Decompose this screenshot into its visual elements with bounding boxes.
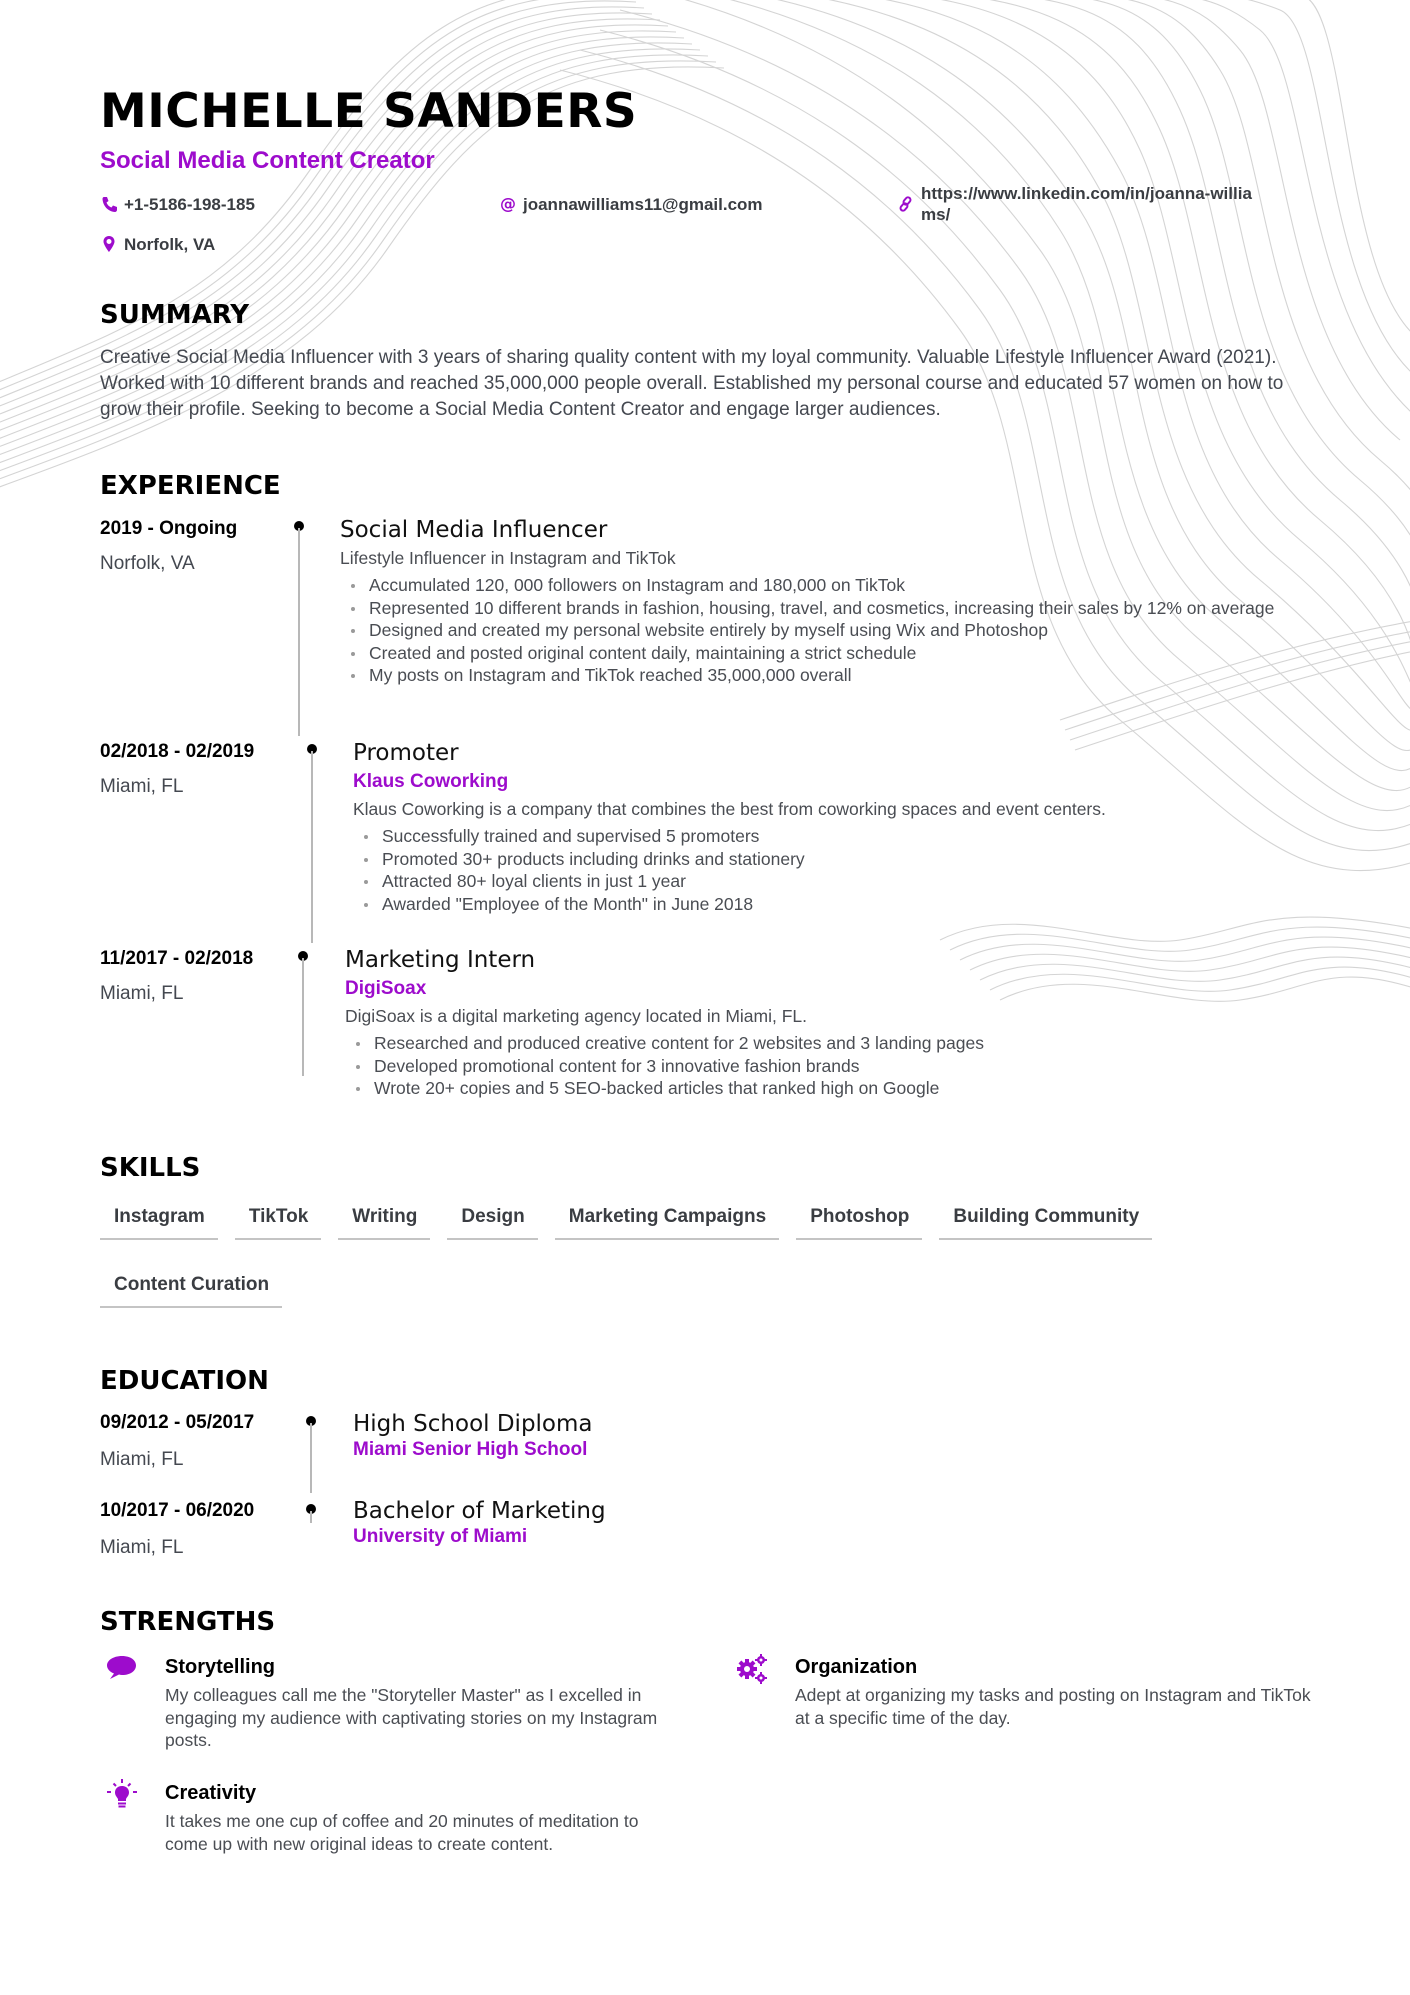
degree-title: High School Diploma	[353, 1411, 593, 1437]
lightbulb-icon	[105, 1778, 139, 1812]
education-location: Miami, FL	[100, 1537, 184, 1558]
strength-title: Organization	[795, 1656, 918, 1678]
linkedin-url[interactable]: https://www.linkedin.com/in/joanna-williams/	[921, 184, 1252, 224]
experience-location: Norfolk, VA	[100, 553, 195, 574]
job-title: Social Media Influencer	[340, 517, 608, 543]
phone-number[interactable]: +1-5186-198-185	[124, 195, 255, 214]
education-content	[353, 1497, 606, 1549]
skill-tag: Content Curation	[100, 1264, 282, 1308]
degree-title: Bachelor of Marketing	[353, 1498, 606, 1524]
speech-bubble-icon	[105, 1652, 139, 1686]
experience-dates: 11/2017 - 02/2018	[100, 948, 254, 969]
candidate-role: Social Media Content Creator	[100, 147, 435, 174]
bullet-item: Researched and produced creative content for 2 websites and 3 landing pages	[345, 1032, 1305, 1055]
strength-item	[105, 1778, 685, 1855]
location-text: Norfolk, VA	[124, 235, 216, 254]
company-name: DigiSoax	[345, 978, 427, 999]
skill-tag: Writing	[338, 1196, 430, 1240]
experience-heading: EXPERIENCE	[100, 471, 281, 501]
education-location: Miami, FL	[100, 1449, 184, 1470]
bullet-item: My posts on Instagram and TikTok reached 35,000,000 overall	[340, 664, 1300, 687]
education-heading: EDUCATION	[100, 1366, 269, 1396]
bullet-item: Accumulated 120, 000 followers on Instagram and 180,000 on TikTok	[340, 574, 1300, 597]
skill-tag: TikTok	[235, 1196, 321, 1240]
strength-title: Storytelling	[165, 1656, 276, 1678]
bullet-item: Successfully trained and supervised 5 promoters	[353, 825, 1313, 848]
school-name: Miami Senior High School	[353, 1439, 588, 1460]
education-dates: 09/2012 - 05/2017	[100, 1412, 255, 1433]
experience-dates: 2019 - Ongoing	[100, 518, 238, 539]
skill-tag: Instagram	[100, 1196, 218, 1240]
svg-text:@: @	[500, 195, 516, 213]
contact-email	[500, 194, 763, 215]
job-description: DigiSoax is a digital marketing agency located in Miami, FL.	[345, 1006, 808, 1026]
link-icon	[898, 195, 914, 213]
job-bullets	[353, 825, 1313, 915]
timeline-line	[302, 958, 304, 1076]
map-pin-icon	[101, 235, 117, 253]
strength-item	[735, 1652, 1315, 1729]
bullet-item: Designed and created my personal website entirely by myself using Wix and Photoshop	[340, 619, 1300, 642]
bullet-item: Developed promotional content for 3 innovative fashion brands	[345, 1055, 1305, 1078]
timeline-line	[298, 528, 300, 736]
strength-title: Creativity	[165, 1782, 257, 1804]
phone-icon	[101, 195, 117, 213]
job-bullets	[340, 574, 1300, 687]
job-title: Marketing Intern	[345, 947, 536, 973]
timeline-line	[311, 751, 313, 943]
skill-tag: Building Community	[939, 1196, 1152, 1240]
experience-location: Miami, FL	[100, 776, 184, 797]
experience-location: Miami, FL	[100, 983, 184, 1004]
bullet-item: Awarded "Employee of the Month" in June 2018	[353, 893, 1313, 916]
strengths-heading: STRENGTHS	[100, 1607, 276, 1637]
bullet-item: Represented 10 different brands in fashion, housing, travel, and cosmetics, increasing their sales by 12% on average	[340, 597, 1300, 620]
job-description: Klaus Coworking is a company that combines the best from coworking spaces and event centers.	[353, 799, 1106, 819]
bullet-item: Created and posted original content daily, maintaining a strict schedule	[340, 642, 1300, 665]
school-name: University of Miami	[353, 1526, 528, 1547]
job-bullets	[345, 1032, 1305, 1100]
skills-list	[100, 1196, 1300, 1308]
company-name: Klaus Coworking	[353, 771, 509, 792]
summary-heading: SUMMARY	[100, 300, 250, 330]
candidate-name: MICHELLE SANDERS	[100, 84, 638, 139]
timeline-line	[310, 1511, 312, 1523]
contact-phone	[101, 194, 255, 215]
bullet-item: Wrote 20+ copies and 5 SEO-backed articles that ranked high on Google	[345, 1077, 1305, 1100]
job-title: Promoter	[353, 740, 459, 766]
at-icon	[500, 195, 516, 213]
strength-item	[105, 1652, 685, 1752]
contact-linkedin	[898, 183, 1258, 225]
skill-tag: Design	[447, 1196, 537, 1240]
strength-text: Adept at organizing my tasks and posting on Instagram and TikTok at a specific time of the day.	[795, 1685, 1311, 1728]
education-content	[353, 1410, 593, 1462]
skill-tag: Marketing Campaigns	[555, 1196, 779, 1240]
experience-content	[353, 738, 1313, 915]
strength-text: It takes me one cup of coffee and 20 minutes of meditation to come up with new original ideas to create content.	[165, 1811, 639, 1854]
education-dates: 10/2017 - 06/2020	[100, 1500, 255, 1521]
summary-text: Creative Social Media Influencer with 3 years of sharing quality content with my loyal community. Valuable Lifestyle Influencer Award (2021). Worked with 10 different brands and reached 35,000,000 people overall. Established my personal course and educated 57 women on how to grow their profile. Seeking to become a Social Media Content Creator and engage larger audiences.	[100, 347, 1284, 420]
timeline-line	[310, 1423, 312, 1493]
gears-icon	[735, 1652, 769, 1686]
job-description: Lifestyle Influencer in Instagram and TikTok	[340, 548, 676, 568]
bullet-item: Attracted 80+ loyal clients in just 1 year	[353, 870, 1313, 893]
strength-text: My colleagues call me the "Storyteller Master" as I excelled in engaging my audience with captivating stories on my Instagram posts.	[165, 1685, 658, 1750]
experience-dates: 02/2018 - 02/2019	[100, 741, 255, 762]
skill-tag: Photoshop	[796, 1196, 922, 1240]
skills-heading: SKILLS	[100, 1153, 201, 1183]
experience-content	[345, 945, 1305, 1100]
contact-location	[101, 234, 215, 255]
email-address[interactable]: joannawilliams11@gmail.com	[523, 195, 763, 214]
experience-content	[340, 515, 1300, 687]
bullet-item: Promoted 30+ products including drinks and stationery	[353, 848, 1313, 871]
